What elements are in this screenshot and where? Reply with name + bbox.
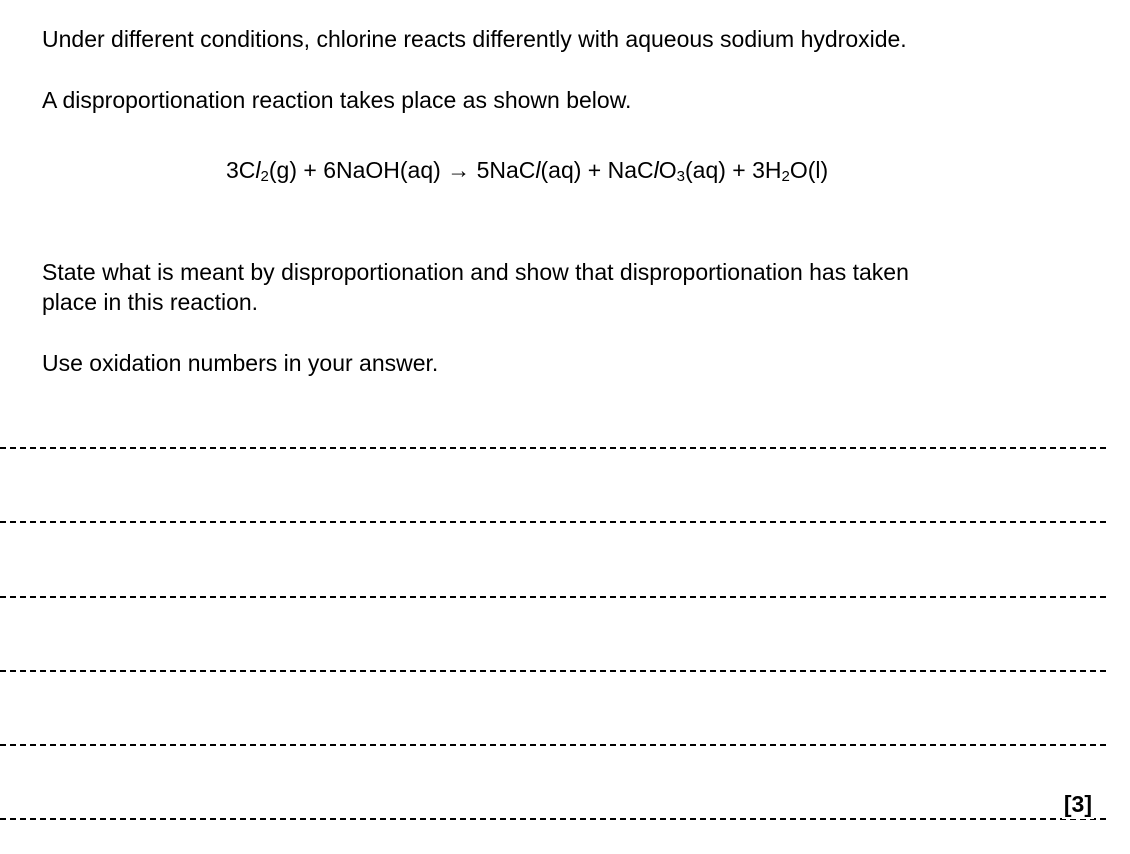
equation-part: 5NaC — [470, 157, 536, 183]
question-statement: A disproportionation reaction takes place as shown below. — [42, 87, 632, 113]
equation-part: (aq) + NaC — [540, 157, 654, 183]
equation-part: l — [255, 157, 261, 183]
equation-part: O — [658, 157, 677, 183]
answer-line[interactable] — [0, 670, 1106, 672]
equation-part: (g) + 6NaOH(aq) — [268, 157, 448, 183]
answer-line[interactable] — [0, 596, 1106, 598]
question-instruction: Use oxidation numbers in your answer. — [42, 350, 439, 376]
equation-subscript: 3 — [676, 168, 685, 185]
question-task-line-1: State what is meant by disproportionation and show that disproportionation has taken — [42, 259, 909, 285]
answer-line[interactable] — [0, 744, 1106, 746]
equation-subscript: 2 — [260, 168, 269, 185]
equation-subscript: 2 — [781, 168, 790, 185]
reaction-arrow: → — [447, 157, 471, 183]
equation-part: O(l) — [789, 157, 829, 183]
chemical-equation — [226, 155, 828, 185]
answer-line[interactable] — [0, 521, 1106, 523]
answer-line[interactable] — [0, 818, 1106, 820]
question-intro: Under different conditions, chlorine reacts differently with aqueous sodium hydroxide. — [42, 26, 907, 52]
equation-part: l — [653, 157, 659, 183]
answer-line[interactable] — [0, 447, 1106, 449]
equation-part: l — [535, 157, 541, 183]
equation-part: (aq) + 3H — [685, 157, 782, 183]
marks-label: [3] — [1063, 791, 1092, 817]
question-task-line-2: place in this reaction. — [42, 289, 259, 315]
equation-part: 3C — [226, 157, 256, 183]
